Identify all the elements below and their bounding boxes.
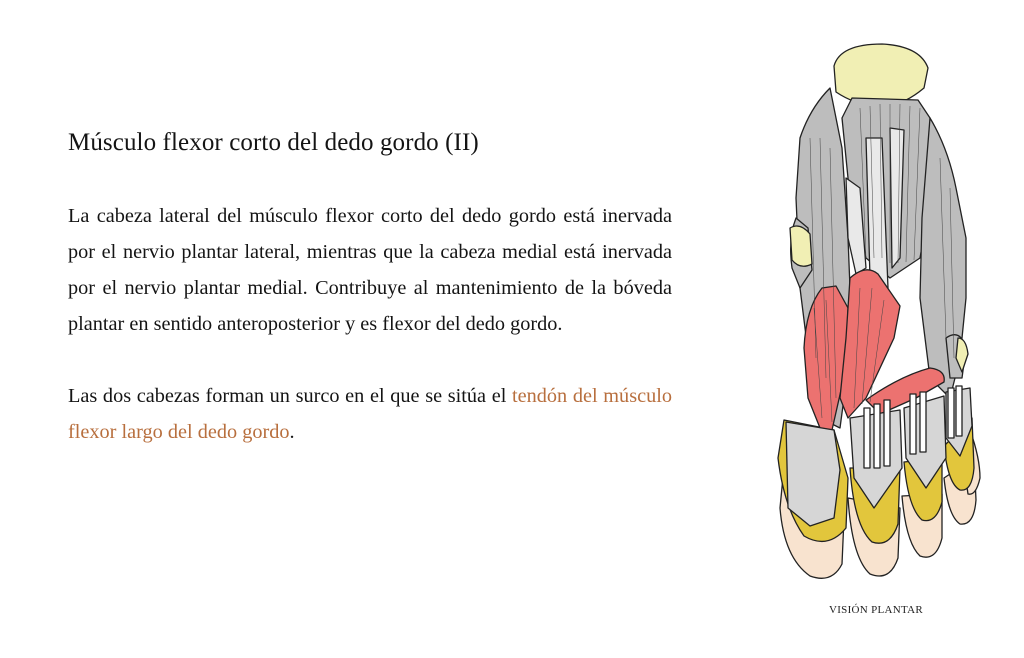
paragraph-groove-text: Las dos cabezas forman un surco en el que se sitúa el <box>68 385 507 407</box>
paragraph-innervation: La cabeza lateral del músculo flexor corto del dedo gordo está inervada por el nervio plantar lateral, mientras que la cabeza medial está inervada por el nervio plantar medial. Contribuye al mantenimiento de la bóveda plantar en sentido anteroposterior y es flexor del dedo gordo. <box>68 205 672 335</box>
paragraph-groove <box>68 378 672 450</box>
foot-plantar-illustration <box>770 38 982 586</box>
foot-illustration-group <box>778 44 980 578</box>
bone-cap <box>834 44 928 105</box>
page-title: Músculo flexor corto del dedo gordo (II) <box>68 129 479 156</box>
figure-caption: VISIÓN PLANTAR <box>828 604 924 616</box>
paragraph-groove-end: . <box>289 421 295 443</box>
content <box>68 128 672 486</box>
tendon-link[interactable]: tendón del músculo flexor largo del dedo gordo <box>68 385 673 443</box>
